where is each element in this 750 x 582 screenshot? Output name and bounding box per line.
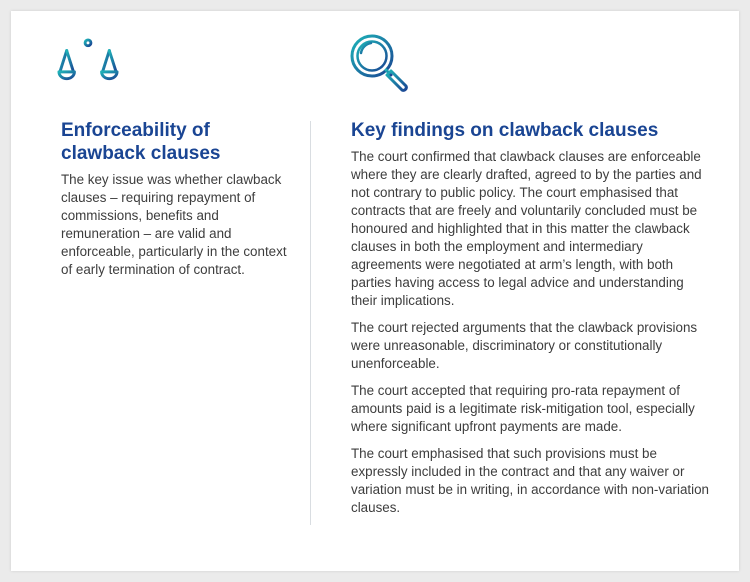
magnifying-glass-icon xyxy=(347,31,413,97)
info-card xyxy=(11,11,739,571)
finding-paragraph: The court accepted that requiring pro-rata repayment of amounts paid is a legitimate risk-mitigation tool, especially where significant upfront payments are made. xyxy=(351,383,695,434)
scales-of-justice-icon xyxy=(57,37,119,99)
key-findings-title: Key findings on clawback clauses xyxy=(351,120,659,141)
enforceability-section xyxy=(61,119,289,288)
finding-paragraph: The court rejected arguments that the clawback provisions were unreasonable, discriminatory or constitutionally unenforceable. xyxy=(351,320,698,371)
finding-paragraph: The court confirmed that clawback clauses are enforceable where they are clearly drafted, agreed to by the parties and not contrary to public policy. The court emphasised that contracts that are freely and voluntarily concluded must be honoured and highlighted that in this matter the clawback clauses in both the employment and intermediary agreements were negotiated at arm’s length, with both parties having access to legal advice and understanding their implications. xyxy=(351,149,702,308)
key-findings-section xyxy=(351,119,711,526)
enforceability-title: Enforceability of clawback clauses xyxy=(61,120,221,164)
finding-paragraph: The court emphasised that such provisions must be expressly included in the contract and that any waiver or variation must be in writing, in accordance with non-variation clauses. xyxy=(351,446,710,515)
enforceability-body: The key issue was whether clawback clauses – requiring repayment of commissions, benefits and remuneration – are valid and enforceable, particularly in the context of early termination of contract. xyxy=(61,172,287,277)
column-divider xyxy=(310,121,311,525)
